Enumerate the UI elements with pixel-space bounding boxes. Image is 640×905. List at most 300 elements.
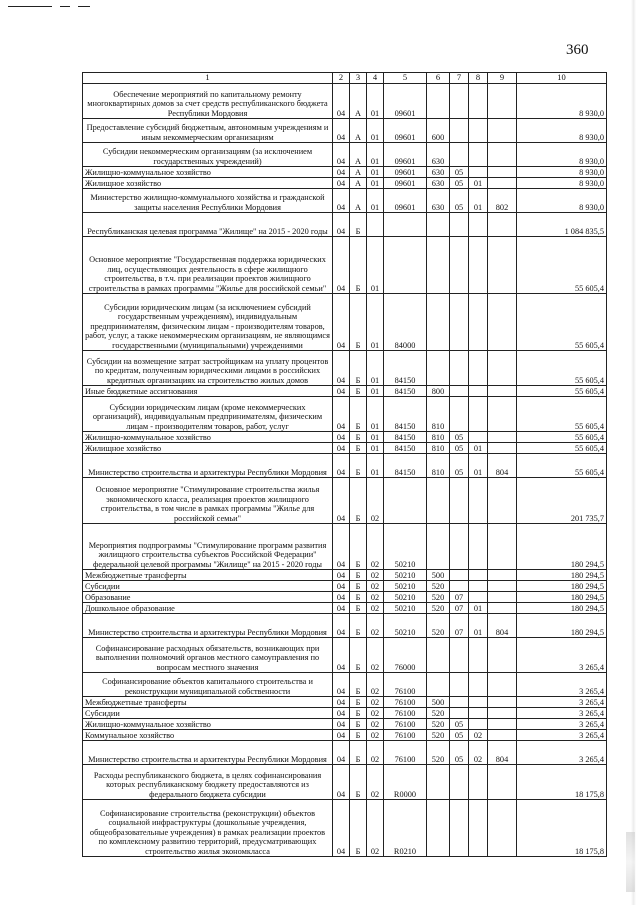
row-sum: 8 930,0 [517,143,607,167]
row-code-c4: 02 [367,638,384,673]
page-number: 360 [566,42,589,58]
row-code-c7 [450,386,469,397]
row-code-c4: 01 [367,84,384,119]
row-code-c9: 804 [488,741,517,765]
row-code-c9 [488,351,517,386]
row-code-c5: 09601 [384,119,427,143]
row-code-c9 [488,397,517,432]
row-code-c2: 04 [333,638,350,673]
row-name: Предоставление субсидий бюджетным, автономным учреждениям и иным некоммерческим организациям [83,119,333,143]
row-code-c5: 76100 [384,730,427,741]
row-code-c4: 02 [367,719,384,730]
row-code-c7 [450,638,469,673]
table-row [83,730,607,741]
row-code-c6: 500 [427,570,450,581]
row-code-c9 [488,697,517,708]
table-row [83,178,607,189]
row-code-c8 [469,800,488,857]
row-code-c2: 04 [333,213,350,237]
row-code-c5: 50210 [384,581,427,592]
row-code-c2: 04 [333,570,350,581]
row-name: Софинансирование расходных обязательств, возникающих при выполнении полномочий органов местного самоуправления по вопросам местного значения [83,638,333,673]
row-name: Жилищно-коммунальное хозяйство [83,167,333,178]
row-code-c7: 07 [450,614,469,638]
row-sum: 1 084 835,5 [517,213,607,237]
row-code-c6: 630 [427,189,450,213]
row-name: Жилищно-коммунальное хозяйство [83,719,333,730]
row-code-c6: 520 [427,603,450,614]
table-row [83,167,607,178]
column-header: 9 [488,73,517,84]
row-code-c6 [427,294,450,351]
row-code-c9 [488,432,517,443]
column-header: 7 [450,73,469,84]
row-code-c9 [488,478,517,524]
row-name: Дошкольное образование [83,603,333,614]
row-code-c4: 01 [367,454,384,478]
row-name: Министерство жилищно-коммунального хозяйства и гражданской защиты населения Республики Мордовия [83,189,333,213]
row-code-c5: 76100 [384,741,427,765]
row-code-c2: 04 [333,673,350,697]
row-code-c6: 810 [427,397,450,432]
row-code-c3: Б [350,454,367,478]
row-code-c8 [469,237,488,294]
row-code-c3: Б [350,697,367,708]
row-code-c9 [488,719,517,730]
scan-edge [631,0,636,905]
row-code-c7 [450,581,469,592]
row-code-c7 [450,697,469,708]
row-code-c4: 01 [367,443,384,454]
table-row [83,719,607,730]
row-code-c8: 01 [469,454,488,478]
row-code-c3: Б [350,581,367,592]
row-code-c4: 01 [367,189,384,213]
row-code-c4: 02 [367,673,384,697]
row-code-c5 [384,213,427,237]
row-code-c8 [469,167,488,178]
row-code-c6 [427,478,450,524]
row-code-c7 [450,237,469,294]
row-code-c3: Б [350,673,367,697]
row-code-c7 [450,708,469,719]
row-code-c6: 630 [427,167,450,178]
row-name: Субсидии на возмещение затрат застройщикам на уплату процентов по кредитам, полученным юридическими лицами в российских кредитных организациях на строительство жилых домов [83,351,333,386]
row-code-c5: 76000 [384,638,427,673]
row-code-c4: 02 [367,592,384,603]
row-code-c2: 04 [333,351,350,386]
column-header: 8 [469,73,488,84]
table-row [83,294,607,351]
table-row [83,708,607,719]
row-code-c5 [384,237,427,294]
row-code-c3: Б [350,237,367,294]
row-code-c8 [469,570,488,581]
row-code-c9 [488,213,517,237]
column-header: 4 [367,73,384,84]
row-code-c3: Б [350,592,367,603]
row-code-c2: 04 [333,614,350,638]
table-row [83,697,607,708]
row-code-c9 [488,765,517,800]
row-code-c3: Б [350,386,367,397]
row-code-c5: 84150 [384,386,427,397]
row-sum: 18 175,8 [517,765,607,800]
table-row [83,143,607,167]
row-code-c7: 05 [450,741,469,765]
table-row [83,741,607,765]
row-code-c7 [450,570,469,581]
row-code-c9 [488,524,517,570]
row-code-c4: 02 [367,614,384,638]
row-code-c4: 01 [367,351,384,386]
row-code-c4: 01 [367,119,384,143]
row-code-c8 [469,581,488,592]
row-name: Обеспечение мероприятий по капитальному ремонту многоквартирных домов за счет средств республиканского бюджета Республики Мордовия [83,84,333,119]
row-code-c6: 520 [427,719,450,730]
row-sum: 180 294,5 [517,614,607,638]
row-sum: 201 735,7 [517,478,607,524]
row-code-c8: 02 [469,730,488,741]
row-code-c8: 01 [469,443,488,454]
row-code-c5: R0210 [384,800,427,857]
row-sum: 3 265,4 [517,730,607,741]
row-code-c5: 84150 [384,443,427,454]
row-code-c8 [469,351,488,386]
row-code-c9 [488,294,517,351]
row-sum: 180 294,5 [517,603,607,614]
row-code-c9 [488,592,517,603]
table-row [83,443,607,454]
row-code-c5: 09601 [384,143,427,167]
row-code-c4 [367,213,384,237]
row-name: Основное мероприятие "Стимулирование строительства жилья экономического класса, реализация проектов жилищного строительства, в том числе в рамках программы "Жилье для российской семьи" [83,478,333,524]
row-code-c8 [469,143,488,167]
row-code-c5: 09601 [384,167,427,178]
row-name: Субсидии [83,708,333,719]
row-code-c6 [427,84,450,119]
row-code-c6 [427,213,450,237]
row-code-c6: 810 [427,454,450,478]
row-code-c8 [469,592,488,603]
row-code-c6 [427,351,450,386]
row-code-c4: 02 [367,478,384,524]
row-code-c2: 04 [333,84,350,119]
table-row [83,351,607,386]
row-code-c8 [469,294,488,351]
row-sum: 8 930,0 [517,167,607,178]
row-code-c5: 50210 [384,614,427,638]
table-row [83,478,607,524]
row-code-c5: 84150 [384,397,427,432]
row-code-c3: Б [350,443,367,454]
row-code-c2: 04 [333,730,350,741]
row-code-c5: 84150 [384,351,427,386]
table-header-row [83,73,607,84]
row-code-c8 [469,84,488,119]
table-row [83,800,607,857]
row-name: Министерство строительства и архитектуры Республики Мордовия [83,614,333,638]
row-code-c5: 84150 [384,454,427,478]
row-name: Межбюджетные трансферты [83,570,333,581]
table-row [83,570,607,581]
row-code-c8 [469,719,488,730]
row-code-c5: R0000 [384,765,427,800]
row-code-c6 [427,800,450,857]
table-row [83,213,607,237]
row-code-c3: А [350,119,367,143]
row-code-c4: 02 [367,570,384,581]
row-code-c7: 07 [450,603,469,614]
budget-table [82,72,607,857]
row-code-c9 [488,581,517,592]
row-code-c2: 04 [333,443,350,454]
row-code-c8 [469,213,488,237]
row-code-c3: Б [350,719,367,730]
row-code-c3: Б [350,294,367,351]
row-code-c6: 630 [427,178,450,189]
row-code-c3: А [350,167,367,178]
row-code-c6: 500 [427,697,450,708]
row-name: Субсидии [83,581,333,592]
row-code-c2: 04 [333,119,350,143]
row-name: Субсидии некоммерческим организациям (за исключением государственных учреждений) [83,143,333,167]
row-code-c3: А [350,178,367,189]
row-code-c8 [469,524,488,570]
row-code-c2: 04 [333,524,350,570]
row-code-c5: 76100 [384,697,427,708]
row-code-c4: 01 [367,386,384,397]
column-header: 3 [350,73,367,84]
row-code-c6: 600 [427,119,450,143]
row-code-c3: Б [350,478,367,524]
row-code-c8 [469,432,488,443]
row-name: Жилищное хозяйство [83,443,333,454]
header-marks [8,6,90,8]
row-sum: 3 265,4 [517,719,607,730]
row-sum: 55 605,4 [517,432,607,443]
row-code-c9 [488,638,517,673]
row-code-c5: 09601 [384,178,427,189]
row-sum: 55 605,4 [517,443,607,454]
table-row [83,765,607,800]
row-code-c2: 04 [333,386,350,397]
row-code-c3: Б [350,213,367,237]
row-code-c9 [488,603,517,614]
row-code-c9 [488,800,517,857]
row-code-c4: 02 [367,765,384,800]
table-row [83,386,607,397]
table-row [83,119,607,143]
row-code-c6 [427,237,450,294]
row-code-c2: 04 [333,592,350,603]
row-code-c4: 01 [367,397,384,432]
table-row [83,84,607,119]
row-code-c3: Б [350,570,367,581]
row-code-c5: 09601 [384,189,427,213]
row-code-c8: 01 [469,189,488,213]
row-code-c9: 802 [488,189,517,213]
row-code-c4: 02 [367,697,384,708]
row-code-c3: Б [350,708,367,719]
row-code-c7 [450,351,469,386]
scan-stamp [626,832,635,892]
row-sum: 55 605,4 [517,386,607,397]
row-code-c6: 520 [427,581,450,592]
row-code-c9 [488,708,517,719]
row-code-c7: 05 [450,189,469,213]
row-sum: 180 294,5 [517,570,607,581]
row-code-c5: 84000 [384,294,427,351]
row-name: Субсидии юридическим лицам (кроме некоммерческих организаций), индивидуальным предпринимателям, физическим лицам - производителям товаров, работ, услуг [83,397,333,432]
row-code-c2: 04 [333,294,350,351]
row-code-c6: 810 [427,432,450,443]
row-code-c7 [450,294,469,351]
row-code-c3: Б [350,351,367,386]
row-code-c2: 04 [333,237,350,294]
row-code-c4: 01 [367,167,384,178]
row-code-c9 [488,673,517,697]
row-name: Софинансирование объектов капитального строительства и реконструкции муниципальной собственности [83,673,333,697]
row-code-c8 [469,673,488,697]
table-row [83,189,607,213]
row-sum: 3 265,4 [517,708,607,719]
row-code-c7 [450,524,469,570]
row-code-c3: Б [350,730,367,741]
row-code-c7: 07 [450,592,469,603]
row-code-c5: 50210 [384,603,427,614]
row-code-c5: 76100 [384,719,427,730]
row-sum: 180 294,5 [517,581,607,592]
row-sum: 55 605,4 [517,237,607,294]
table-row [83,673,607,697]
row-code-c9 [488,143,517,167]
row-code-c9: 804 [488,454,517,478]
row-name: Министерство строительства и архитектуры Республики Мордовия [83,454,333,478]
table-row [83,592,607,603]
row-code-c9 [488,167,517,178]
row-code-c7: 05 [450,443,469,454]
row-sum: 8 930,0 [517,84,607,119]
row-sum: 8 930,0 [517,189,607,213]
row-code-c3: Б [350,524,367,570]
row-code-c6: 630 [427,143,450,167]
table-row [83,603,607,614]
row-code-c7: 05 [450,167,469,178]
row-code-c2: 04 [333,397,350,432]
row-sum: 180 294,5 [517,524,607,570]
row-code-c2: 04 [333,765,350,800]
row-code-c4: 01 [367,143,384,167]
row-code-c3: А [350,189,367,213]
column-header: 5 [384,73,427,84]
row-sum: 55 605,4 [517,454,607,478]
row-code-c8 [469,708,488,719]
row-code-c9 [488,237,517,294]
row-code-c4: 02 [367,800,384,857]
row-code-c4: 01 [367,294,384,351]
row-name: Иные бюджетные ассигнования [83,386,333,397]
row-code-c5: 76100 [384,708,427,719]
row-sum: 180 294,5 [517,592,607,603]
row-code-c3: Б [350,800,367,857]
row-name: Межбюджетные трансферты [83,697,333,708]
row-code-c3: Б [350,432,367,443]
table-row [83,581,607,592]
column-header: 2 [333,73,350,84]
row-code-c7 [450,673,469,697]
row-code-c6: 800 [427,386,450,397]
row-code-c6: 810 [427,443,450,454]
row-code-c4: 02 [367,524,384,570]
row-code-c7: 05 [450,432,469,443]
row-code-c5: 09601 [384,84,427,119]
row-sum: 3 265,4 [517,673,607,697]
row-code-c7: 05 [450,730,469,741]
table-row [83,237,607,294]
row-code-c8 [469,386,488,397]
row-name: Жилищно-коммунальное хозяйство [83,432,333,443]
row-code-c9 [488,730,517,741]
row-code-c7 [450,478,469,524]
row-code-c7 [450,213,469,237]
row-code-c6 [427,524,450,570]
row-sum: 3 265,4 [517,741,607,765]
row-code-c8 [469,119,488,143]
row-code-c9 [488,386,517,397]
table-row [83,524,607,570]
row-name: Республиканская целевая программа "Жилище" на 2015 - 2020 годы [83,213,333,237]
row-name: Министерство строительства и архитектуры Республики Мордовия [83,741,333,765]
row-code-c7 [450,397,469,432]
row-code-c2: 04 [333,432,350,443]
row-name: Мероприятия подпрограммы "Стимулирование программ развития жилищного строительства субъектов Российской Федерации" федеральной целевой программы "Жилище" на 2015 - 2020 годы [83,524,333,570]
table-row [83,432,607,443]
row-code-c8 [469,397,488,432]
row-code-c7 [450,143,469,167]
column-header: 1 [83,73,333,84]
row-code-c7: 05 [450,454,469,478]
row-sum: 8 930,0 [517,178,607,189]
row-code-c7: 05 [450,719,469,730]
row-code-c6: 520 [427,614,450,638]
row-code-c2: 04 [333,178,350,189]
row-name: Расходы республиканского бюджета, в целях софинансирования которых республиканскому бюджету предоставляются из федерального бюджета субсидии [83,765,333,800]
row-code-c3: А [350,84,367,119]
row-code-c2: 04 [333,741,350,765]
row-code-c4: 02 [367,603,384,614]
row-name: Жилищное хозяйство [83,178,333,189]
row-code-c9 [488,119,517,143]
row-sum: 18 175,8 [517,800,607,857]
row-code-c5: 76100 [384,673,427,697]
row-code-c8: 02 [469,741,488,765]
row-code-c8 [469,638,488,673]
row-code-c9 [488,443,517,454]
row-code-c9: 804 [488,614,517,638]
row-code-c3: Б [350,765,367,800]
row-sum: 55 605,4 [517,397,607,432]
row-sum: 55 605,4 [517,294,607,351]
row-code-c6: 520 [427,730,450,741]
row-name: Софинансирование строительства (реконструкции) объектов социальной инфраструктуры (дошкольные учреждения, общеобразовательные учреждения) в рамках реализации проектов по комплексному развитию территорий, предусматривающих строительство жилья экономкласса [83,800,333,857]
row-code-c5: 50210 [384,570,427,581]
row-code-c5 [384,478,427,524]
row-code-c4: 02 [367,730,384,741]
row-code-c8: 01 [469,603,488,614]
row-code-c7 [450,84,469,119]
row-sum: 3 265,4 [517,638,607,673]
